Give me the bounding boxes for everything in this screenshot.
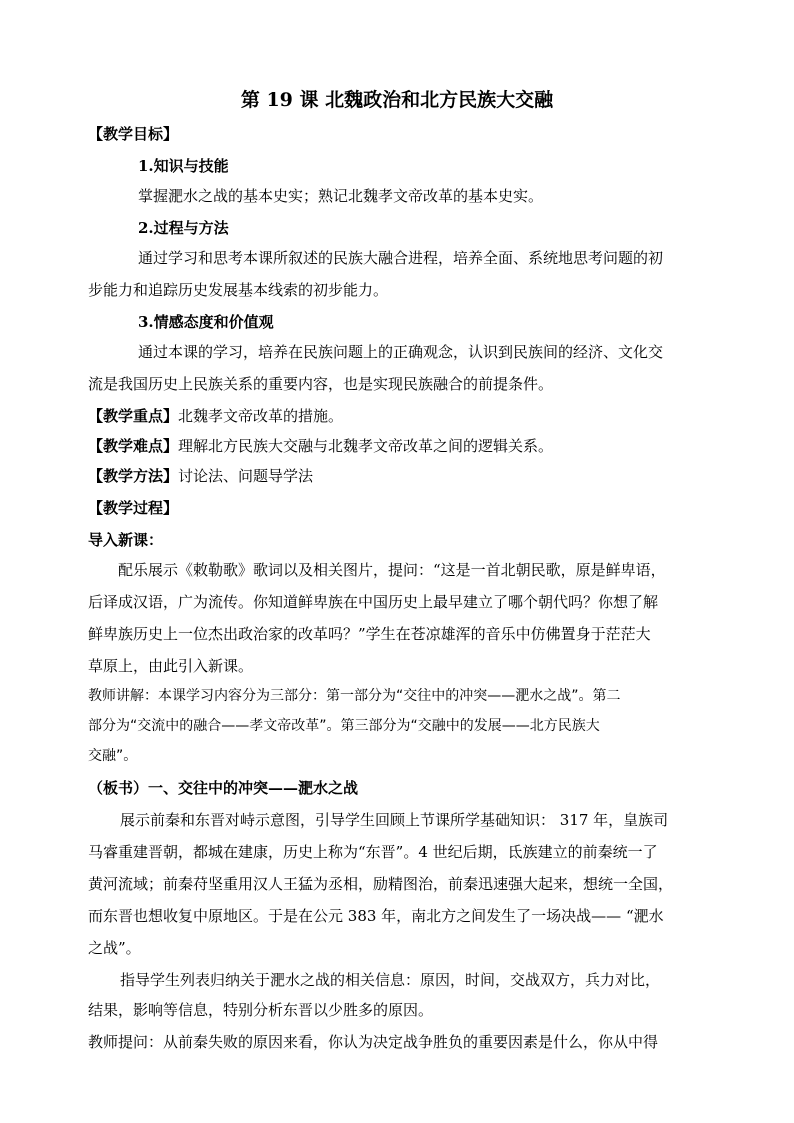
teaching-difficulty-text: 理解北方民族大交融与北魏孝文帝改革之间的逻辑关系。: [178, 437, 554, 455]
show-line-1: 展示前秦和东晋对峙示意图，引导学生回顾上节课所学基础知识： 317 年，皇族司: [120, 811, 669, 829]
intro-paragraph-line-3: 鲜卑族历史上一位杰出政治家的改革吗？”学生在苍凉雄浑的音乐中仿佛置身于茫茫大: [88, 625, 651, 643]
process-method-text-1: 通过学习和思考本课所叙述的民族大融合进程，培养全面、系统地思考问题的初: [138, 249, 664, 267]
process-method-text-2: 步能力和追踪历史发展基本线索的初步能力。: [88, 281, 389, 299]
board-heading: [88, 778, 708, 798]
knowledge-skills-text: 掌握淝水之战的基本史实；熟记北魏孝文帝改革的基本史实。: [138, 187, 544, 205]
show-line-2: 马睿重建晋朝，都城在建康，历史上称为“东晋”。4 世纪后期，氐族建立的前秦统一了: [88, 843, 658, 861]
intro-paragraph-line-4: 草原上，由此引入新课。: [88, 657, 254, 675]
intro-paragraph-line-1: 配乐展示《敕勒歌》歌词以及相关图片，提问：“这是一首北朝民歌，原是鲜卑语，: [118, 561, 666, 579]
guide-line-1: 指导学生列表归纳关于淝水之战的相关信息：原因，时间，交战双方，兵力对比，: [120, 971, 661, 989]
process-method-title: 2.过程与方法: [138, 219, 229, 237]
teaching-focus: [88, 406, 708, 426]
lecture-line-2: 部分为“交流中的融合——孝文帝改革”。第三部分为“交融中的发展——北方民族大: [88, 718, 600, 734]
board-text: 一、交往中的冲突——淝水之战: [148, 779, 359, 797]
teaching-method-label: 【教学方法】: [88, 467, 179, 485]
goals-heading: 【教学目标】: [88, 125, 179, 143]
teaching-method-text: 讨论法、问题导学法: [178, 467, 314, 485]
intro-paragraph-line-2: 后译成汉语，广为流传。你知道鲜卑族在中国历史上最早建立了哪个朝代吗？你想了解: [88, 593, 659, 611]
intro-heading: 导入新课：: [88, 531, 164, 549]
lesson-title: 第 19 课 北魏政治和北方民族大交融: [240, 89, 554, 111]
teaching-difficulty: [88, 436, 708, 456]
lecture-line-1: 教师讲解：本课学习内容分为三部分：第一部分为“交往中的冲突——淝水之战”。第二: [88, 688, 621, 704]
show-line-5: 之战”。: [88, 939, 141, 957]
emotion-values-text-2: 流是我国历史上民族关系的重要内容，也是实现民族融合的前提条件。: [88, 375, 554, 393]
show-line-4: 而东晋也想收复中原地区。于是在公元 383 年，南北方之间发生了一场决战—— “淝水: [88, 907, 664, 925]
emotion-values-text-1: 通过本课的学习，培养在民族问题上的正确观念，认识到民族间的经济、文化交: [138, 343, 664, 361]
lecture-line-3: 交融”。: [88, 748, 138, 764]
board-label: （板书）: [88, 779, 149, 797]
guide-line-2: 结果，影响等信息，特别分析东晋以少胜多的原因。: [88, 1001, 434, 1019]
teaching-method: [88, 466, 708, 486]
knowledge-skills-title: 1.知识与技能: [138, 157, 229, 175]
teaching-difficulty-label: 【教学难点】: [88, 437, 179, 455]
teaching-process-heading: 【教学过程】: [88, 499, 179, 517]
question-line-1: 教师提问：从前秦失败的原因来看，你认为决定战争胜负的重要因素是什么，你从中得: [88, 1033, 659, 1051]
emotion-values-title: 3.情感态度和价值观: [138, 313, 274, 331]
teaching-focus-label: 【教学重点】: [88, 407, 179, 425]
teaching-focus-text: 北魏孝文帝改革的措施。: [178, 407, 344, 425]
show-line-3: 黄河流域；前秦苻坚重用汉人王猛为丞相，励精图治，前秦迅速强大起来，想统一全国，: [88, 875, 674, 893]
